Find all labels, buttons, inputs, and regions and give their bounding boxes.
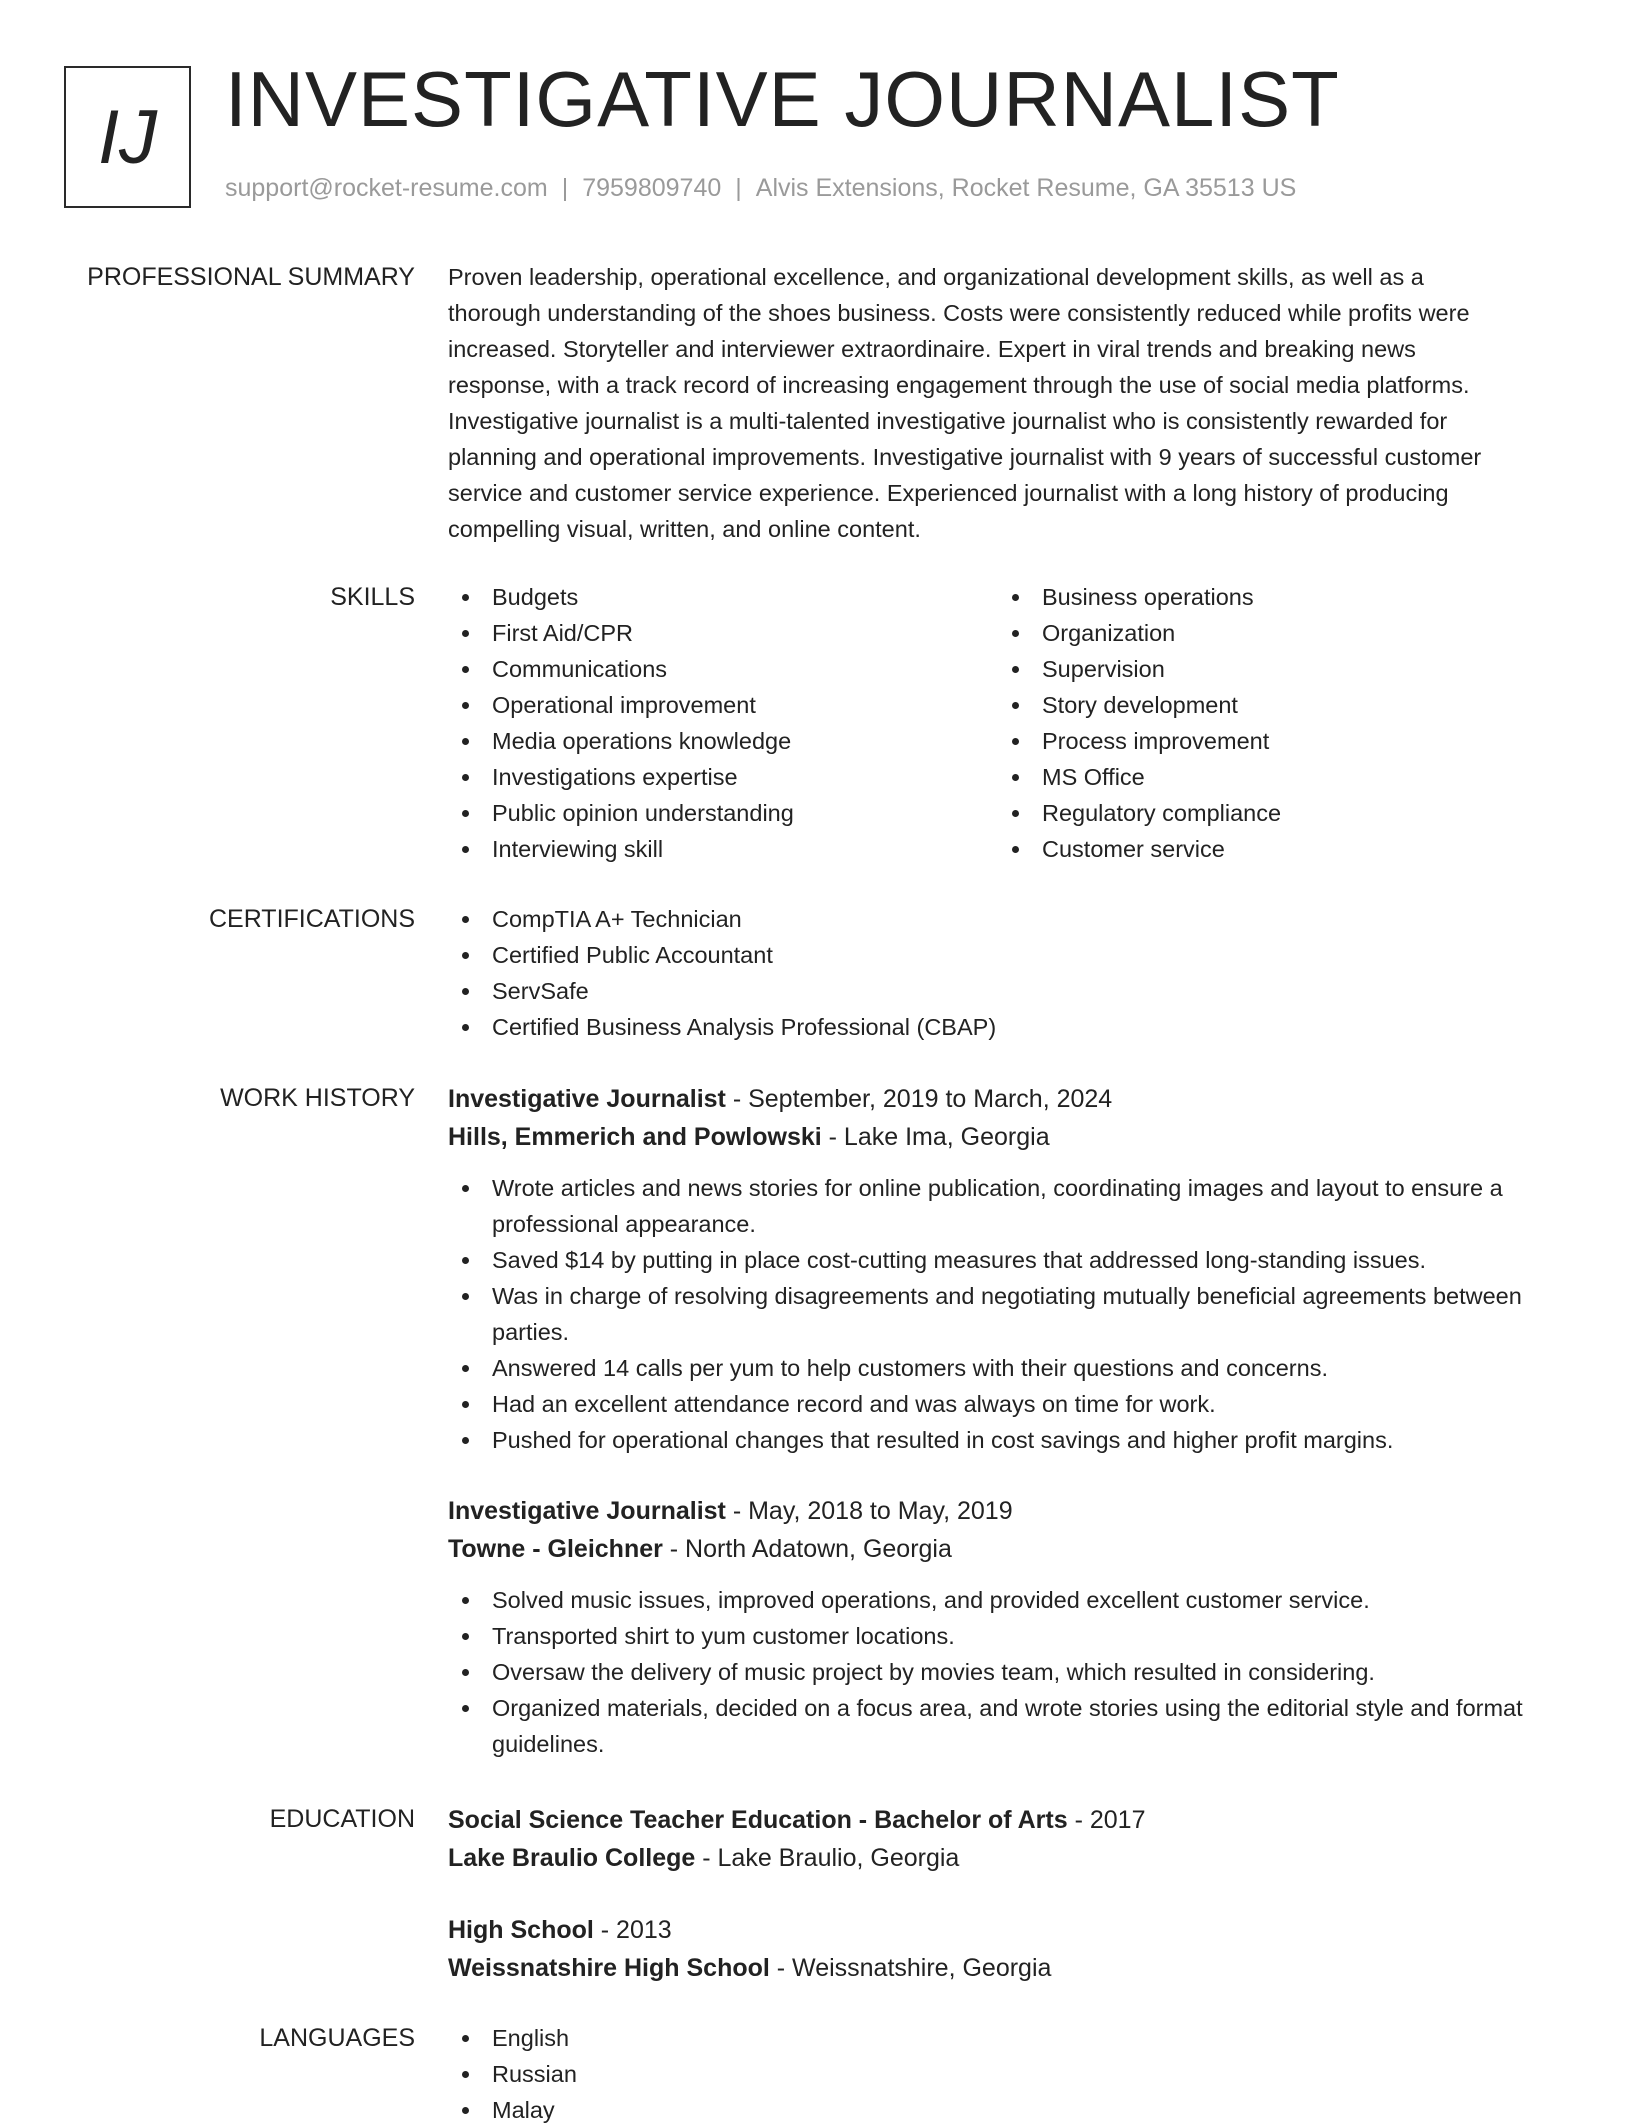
certifications-list [448,901,1568,1045]
job-bullets [448,1582,1568,1762]
skill-item: Organization [998,615,1548,651]
summary-text [448,259,1568,547]
section-label-languages: LANGUAGES [259,2024,415,2052]
education-degree: High School [448,1916,594,1944]
skill-item: Operational improvement [448,687,998,723]
education-degree-line [448,1911,1568,1949]
job-title: Investigative Journalist [448,1497,726,1525]
education-location: - Weissnatshire, Georgia [769,1954,1052,1982]
summary-line: planning and operational improvements. Investigative journalist with 9 years of successful customer [448,444,1482,470]
job-company: Hills, Emmerich and Powlowski [448,1123,822,1151]
job-company-line [448,1530,1568,1568]
certification-item: Certified Public Accountant [448,937,1568,973]
job-entry [448,1080,1568,1458]
skill-item: Business operations [998,579,1548,615]
language-item: Malay [448,2092,1568,2128]
education-school: Weissnatshire High School [448,1954,770,1982]
job-bullet: Wrote articles and news stories for online publication, coordinating images and layout to ensure a professional appearance. [448,1170,1568,1242]
skill-item: Budgets [448,579,998,615]
education-degree: Social Science Teacher Education - Bachelor of Arts [448,1806,1068,1834]
education-entry [448,1801,1568,1877]
summary-line: service and customer service experience. Experienced journalist with a long history of producing [448,480,1449,506]
certification-item: ServSafe [448,973,1568,1009]
education-school: Lake Braulio College [448,1844,696,1872]
job-bullet: Had an excellent attendance record and was always on time for work. [448,1386,1568,1422]
certifications-body [448,901,1568,1045]
language-item: English [448,2020,1568,2056]
job-bullet: Was in charge of resolving disagreements and negotiating mutually beneficial agreements between parties. [448,1278,1568,1350]
contact-separator: | [735,174,742,202]
skill-item: Supervision [998,651,1548,687]
skill-item: Investigations expertise [448,759,998,795]
job-dates: - May, 2018 to May, 2019 [725,1497,1013,1525]
section-label-work-history: WORK HISTORY [220,1084,415,1112]
job-title: Investigative Journalist [448,1085,726,1113]
section-label-summary: PROFESSIONAL SUMMARY [87,263,415,291]
job-bullet: Answered 14 calls per yum to help customers with their questions and concerns. [448,1350,1568,1386]
section-label-certifications: CERTIFICATIONS [208,905,415,933]
skill-item: Customer service [998,831,1548,867]
work-history-body [448,1080,1568,1762]
section-label-education: EDUCATION [269,1805,415,1833]
language-item: Russian [448,2056,1568,2092]
education-degree-line [448,1801,1568,1839]
resume-title: INVESTIGATIVE JOURNALIST [225,55,1340,143]
job-title-line [448,1080,1568,1118]
job-location: - North Adatown, Georgia [662,1535,952,1563]
skill-item: Media operations knowledge [448,723,998,759]
job-bullet: Organized materials, decided on a focus area, and wrote stories using the editorial style and format guidelines. [448,1690,1568,1762]
skill-item: Communications [448,651,998,687]
education-year: - 2017 [1067,1806,1146,1834]
skill-item: First Aid/CPR [448,615,998,651]
job-bullet: Solved music issues, improved operations, and provided excellent customer service. [448,1582,1568,1618]
job-location: - Lake Ima, Georgia [821,1123,1050,1151]
contact-separator: | [561,174,569,202]
skill-item: Process improvement [998,723,1548,759]
contact-phone[interactable]: 7959809740 [582,174,722,202]
job-dates: - September, 2019 to March, 2024 [725,1085,1113,1113]
job-bullets [448,1170,1568,1458]
education-entry [448,1911,1568,1987]
certification-item: CompTIA A+ Technician [448,901,1568,937]
skill-item: MS Office [998,759,1548,795]
skill-item: Interviewing skill [448,831,998,867]
job-title-line [448,1492,1568,1530]
education-location: - Lake Braulio, Georgia [695,1844,960,1872]
job-entry [448,1492,1568,1762]
skills-columns [448,579,1568,867]
skill-item: Regulatory compliance [998,795,1548,831]
job-company-line [448,1118,1568,1156]
job-bullet: Oversaw the delivery of music project by movies team, which resulted in considering. [448,1654,1568,1690]
summary-line: response, with a track record of increasing engagement through the use of social media platforms. [448,372,1470,398]
skill-item: Story development [998,687,1548,723]
education-school-line [448,1839,1568,1877]
skills-list-left [448,579,998,867]
education-year: - 2013 [593,1916,672,1944]
contact-email[interactable]: support@rocket-resume.com [225,174,548,202]
summary-line: Proven leadership, operational excellence, and organizational development skills, as well as a [448,264,1424,290]
skills-list-right [998,579,1548,867]
summary-line: compelling visual, written, and online content. [448,516,921,542]
job-bullet: Pushed for operational changes that resulted in cost savings and higher profit margins. [448,1422,1568,1458]
skill-item: Public opinion understanding [448,795,998,831]
job-bullet: Transported shirt to yum customer locations. [448,1618,1568,1654]
summary-line: Investigative journalist is a multi-talented investigative journalist who is consistently rewarded for [448,408,1448,434]
job-bullet: Saved $14 by putting in place cost-cutting measures that addressed long-standing issues. [448,1242,1568,1278]
monogram-box: IJ [64,66,191,208]
contact-line [225,174,1296,203]
certification-item: Certified Business Analysis Professional (CBAP) [448,1009,1568,1045]
contact-address: Alvis Extensions, Rocket Resume, GA 35513 US [755,174,1297,202]
summary-line: increased. Storyteller and interviewer extraordinaire. Expert in viral trends and breaking news [448,336,1416,362]
summary-line: thorough understanding of the shoes business. Costs were consistently reduced while profits were [448,300,1470,326]
section-label-skills: SKILLS [330,583,415,611]
education-school-line [448,1949,1568,1987]
job-company: Towne - Gleichner [448,1535,663,1563]
education-body [448,1801,1568,1987]
